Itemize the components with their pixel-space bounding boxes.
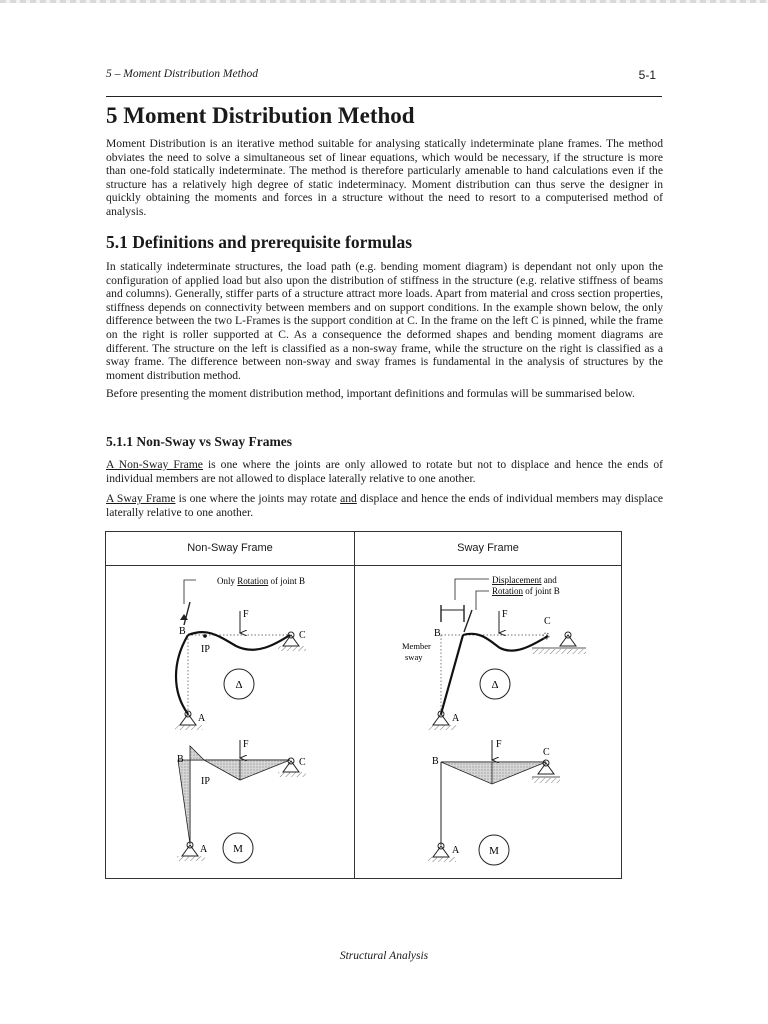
nonsway-m-support-C	[283, 761, 299, 772]
sway-label-C: C	[544, 616, 551, 627]
sway-label-B: B	[434, 628, 441, 639]
running-header	[106, 68, 662, 88]
sway-definition-text-a: is one where the joints may rotate	[175, 492, 341, 505]
section-5-1-heading: 5.1 Definitions and prerequisite formulas	[106, 232, 413, 252]
sway-m-label-A: A	[452, 845, 460, 856]
frames-comparison-figure	[105, 531, 622, 879]
sway-label-A: A	[452, 713, 460, 724]
sway-m-support-A	[433, 846, 449, 857]
section-5-1-1-heading: 5.1.1 Non-Sway vs Sway Frames	[106, 434, 293, 449]
nonsway-label-C: C	[299, 630, 306, 641]
intro-paragraph: Moment Distribution is an iterative method suitable for analysing statically indeterminate plane frames. The method obviates the need to solve a simultaneous set of linear equations, which would be necessary, if the structure is more than one-fold statically indeterminate. The method is therefore particularly amenable to hand calculations even if the structure has a relatively high degree of static indeterminacy. Moment distribution can thus serve the designer in quickly obtaining the moments and forces in a structure without the need to resort to a computerised method of analysis.	[106, 137, 663, 218]
sway-delta-symbol: Δ	[491, 679, 499, 691]
nonsway-note-leader	[184, 580, 196, 604]
section-5-1-paragraph-2: Before presenting the moment distribution method, important definitions and formulas will be summarised below.	[106, 387, 635, 400]
sway-support-A	[433, 714, 449, 725]
nonsway-m-label-C: C	[299, 757, 306, 768]
sway-M-symbol: M	[489, 845, 499, 857]
nonsway-m-ground-C	[278, 772, 306, 777]
nonsway-m-label-IP: IP	[201, 776, 210, 787]
sway-m-label-B: B	[432, 756, 439, 767]
sway-m-label-C: C	[543, 747, 550, 758]
sway-note-line-2: Rotation of joint B	[492, 586, 560, 596]
nonsway-definition-text: is one where the joints are only allowed to rotate but not to displace and hence the ends of individual members are not allowed to displace laterally relative to one another.	[106, 458, 663, 485]
nonsway-deformed-column	[176, 635, 188, 714]
sway-deformed-diagram	[402, 575, 586, 730]
sway-label-F: F	[502, 609, 508, 620]
sway-m-label-F: F	[496, 739, 502, 750]
sway-moment-diagram	[428, 739, 560, 865]
sway-m-ground-C	[532, 778, 560, 783]
nonsway-term: A Non-Sway Frame	[106, 458, 203, 471]
nonsway-definition	[106, 458, 663, 485]
sway-deformed-column	[441, 635, 463, 714]
sway-definition	[106, 492, 663, 519]
nonsway-label-B: B	[179, 626, 186, 637]
nonsway-ground-A	[175, 725, 203, 730]
sway-m-ground-A	[428, 857, 456, 862]
nonsway-m-ground-A	[177, 856, 205, 861]
sway-rotation-tangent	[464, 610, 472, 632]
nonsway-m-column-area	[178, 760, 190, 844]
sway-ground-A	[428, 725, 456, 730]
nonsway-delta-symbol: Δ	[235, 679, 243, 691]
nonsway-deformed-diagram	[175, 576, 306, 730]
header-rule	[106, 96, 662, 97]
nonsway-ground-C	[278, 646, 306, 651]
frames-diagram-svg	[106, 532, 621, 878]
nonsway-support-A	[180, 714, 196, 725]
header-chapter: 5 – Moment Distribution Method	[106, 68, 259, 80]
nonsway-label-IP: IP	[201, 644, 210, 655]
header-page-number: 5-1	[638, 68, 656, 82]
sway-column-title: Sway Frame	[457, 542, 519, 554]
sway-note-leader-2	[476, 591, 489, 610]
nonsway-note: Only Rotation of joint B	[217, 576, 306, 586]
sway-definition-and: and	[340, 492, 357, 505]
nonsway-M-symbol: M	[233, 843, 243, 855]
sway-member-label-1: Member	[402, 641, 431, 651]
nonsway-moment-diagram	[177, 739, 306, 863]
scan-top-edge	[0, 0, 768, 3]
sway-term: A Sway Frame	[106, 492, 176, 505]
nonsway-label-F: F	[243, 609, 249, 620]
nonsway-column-title: Non-Sway Frame	[187, 542, 273, 554]
sway-support-C	[560, 635, 576, 646]
sway-ground-C	[532, 649, 586, 654]
sway-definition-text-b: displace and hence the ends of individual members may displace laterally relative to one another.	[106, 492, 663, 519]
page-footer: Structural Analysis	[339, 950, 429, 962]
nonsway-m-label-B: B	[177, 754, 184, 765]
nonsway-rotation-tangent	[184, 602, 190, 625]
sway-m-beam-sag	[441, 762, 546, 784]
nonsway-m-beam-sag	[204, 760, 290, 780]
section-5-1-paragraph-1: In statically indeterminate structures, the load path (e.g. bending moment diagram) is dependant not only upon the configuration of applied load but also upon the distribution of stiffness in the structure (e.g. relative stiffness of beams and columns). Generally, stiffer parts of a structure attract more loads. Apart from material and cross section properties, stiffness depends on connectivity between members and on support conditions. In the example shown below, the only difference between the two L-Frames is the support condition at C. In the frame on the left C is pinned, while the frame on the right is roller supported at C. As a consequence the deformed shapes and bending moment diagrams are different. The structure on the left is classified as a non-sway frame, while the structure on the right is classified as a sway frame. The difference between non-sway and sway frames is fundamental in the analysis of structures by the moment distribution method.	[106, 260, 663, 382]
nonsway-m-beam-hog	[190, 746, 204, 760]
nonsway-label-A: A	[198, 713, 206, 724]
sway-note-line-1: Displacement and	[492, 575, 557, 585]
sway-member-label-2: sway	[405, 652, 423, 662]
chapter-title: 5 Moment Distribution Method	[106, 103, 415, 128]
nonsway-m-support-A	[182, 845, 198, 856]
nonsway-m-label-A: A	[200, 844, 208, 855]
nonsway-m-label-F: F	[243, 739, 249, 750]
sway-note-leader-1	[455, 579, 489, 600]
nonsway-inflection-point	[203, 634, 207, 638]
